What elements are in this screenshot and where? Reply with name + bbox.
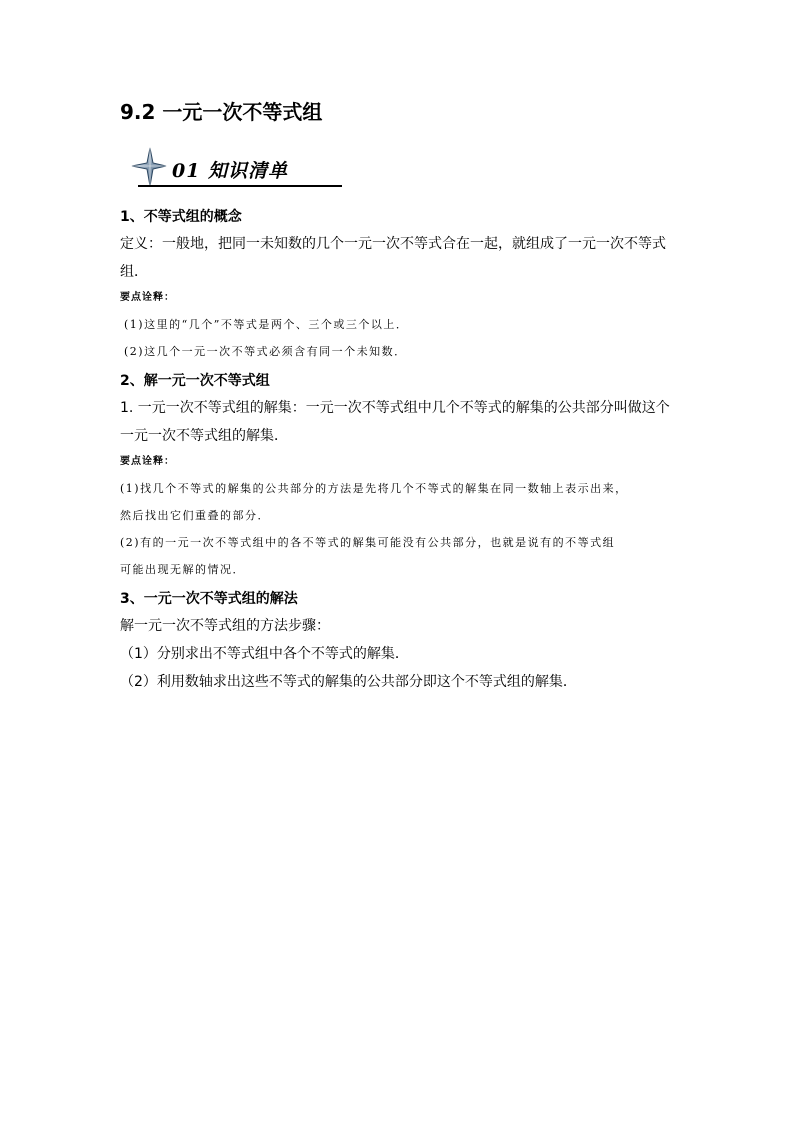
section-heading: 3、一元一次不等式组的解法 (120, 591, 298, 607)
definition-text: 组． (120, 264, 148, 280)
step-item: （1）分别求出不等式组中各个不等式的解集． (120, 646, 409, 662)
banner-label: 01 知识清单 (172, 160, 289, 182)
banner-underline (138, 185, 342, 187)
step-item: （2）利用数轴求出这些不等式的解集的公共部分即这个不等式组的解集． (120, 674, 577, 690)
section-heading: 1、不等式组的概念 (120, 209, 242, 225)
section-heading: 2、解一元一次不等式组 (120, 373, 270, 389)
section-banner (128, 146, 344, 190)
intro-text: 解一元一次不等式组的方法步骤： (120, 618, 330, 634)
note-item: (1)找几个不等式的解集的公共部分的方法是先将几个不等式的解集在同一数轴上表示出来， (120, 482, 628, 495)
note-item: (2)有的一元一次不等式组中的各不等式的解集可能没有公共部分，也就是说有的不等式组 (120, 536, 616, 549)
definition-text: 1. 一元一次不等式组的解集：一元一次不等式组中几个不等式的解集的公共部分叫做这个 (120, 400, 670, 416)
four-point-star-icon (128, 146, 168, 190)
note-label: 要点诠释： (120, 292, 175, 303)
note-item: 然后找出它们重叠的部分． (120, 509, 270, 522)
page-title: 9.2 一元一次不等式组 (120, 100, 323, 124)
note-item: (2)这几个一元一次不等式必须含有同一个未知数． (124, 345, 407, 358)
definition-text: 一元一次不等式组的解集． (120, 428, 288, 444)
note-item: 可能出现无解的情况． (120, 563, 245, 576)
definition-text: 定义：一般地，把同一未知数的几个一元一次不等式合在一起，就组成了一元一次不等式 (120, 236, 666, 252)
note-item: (1)这里的“几个”不等式是两个、三个或三个以上． (124, 318, 409, 331)
note-label: 要点诠释： (120, 456, 175, 467)
